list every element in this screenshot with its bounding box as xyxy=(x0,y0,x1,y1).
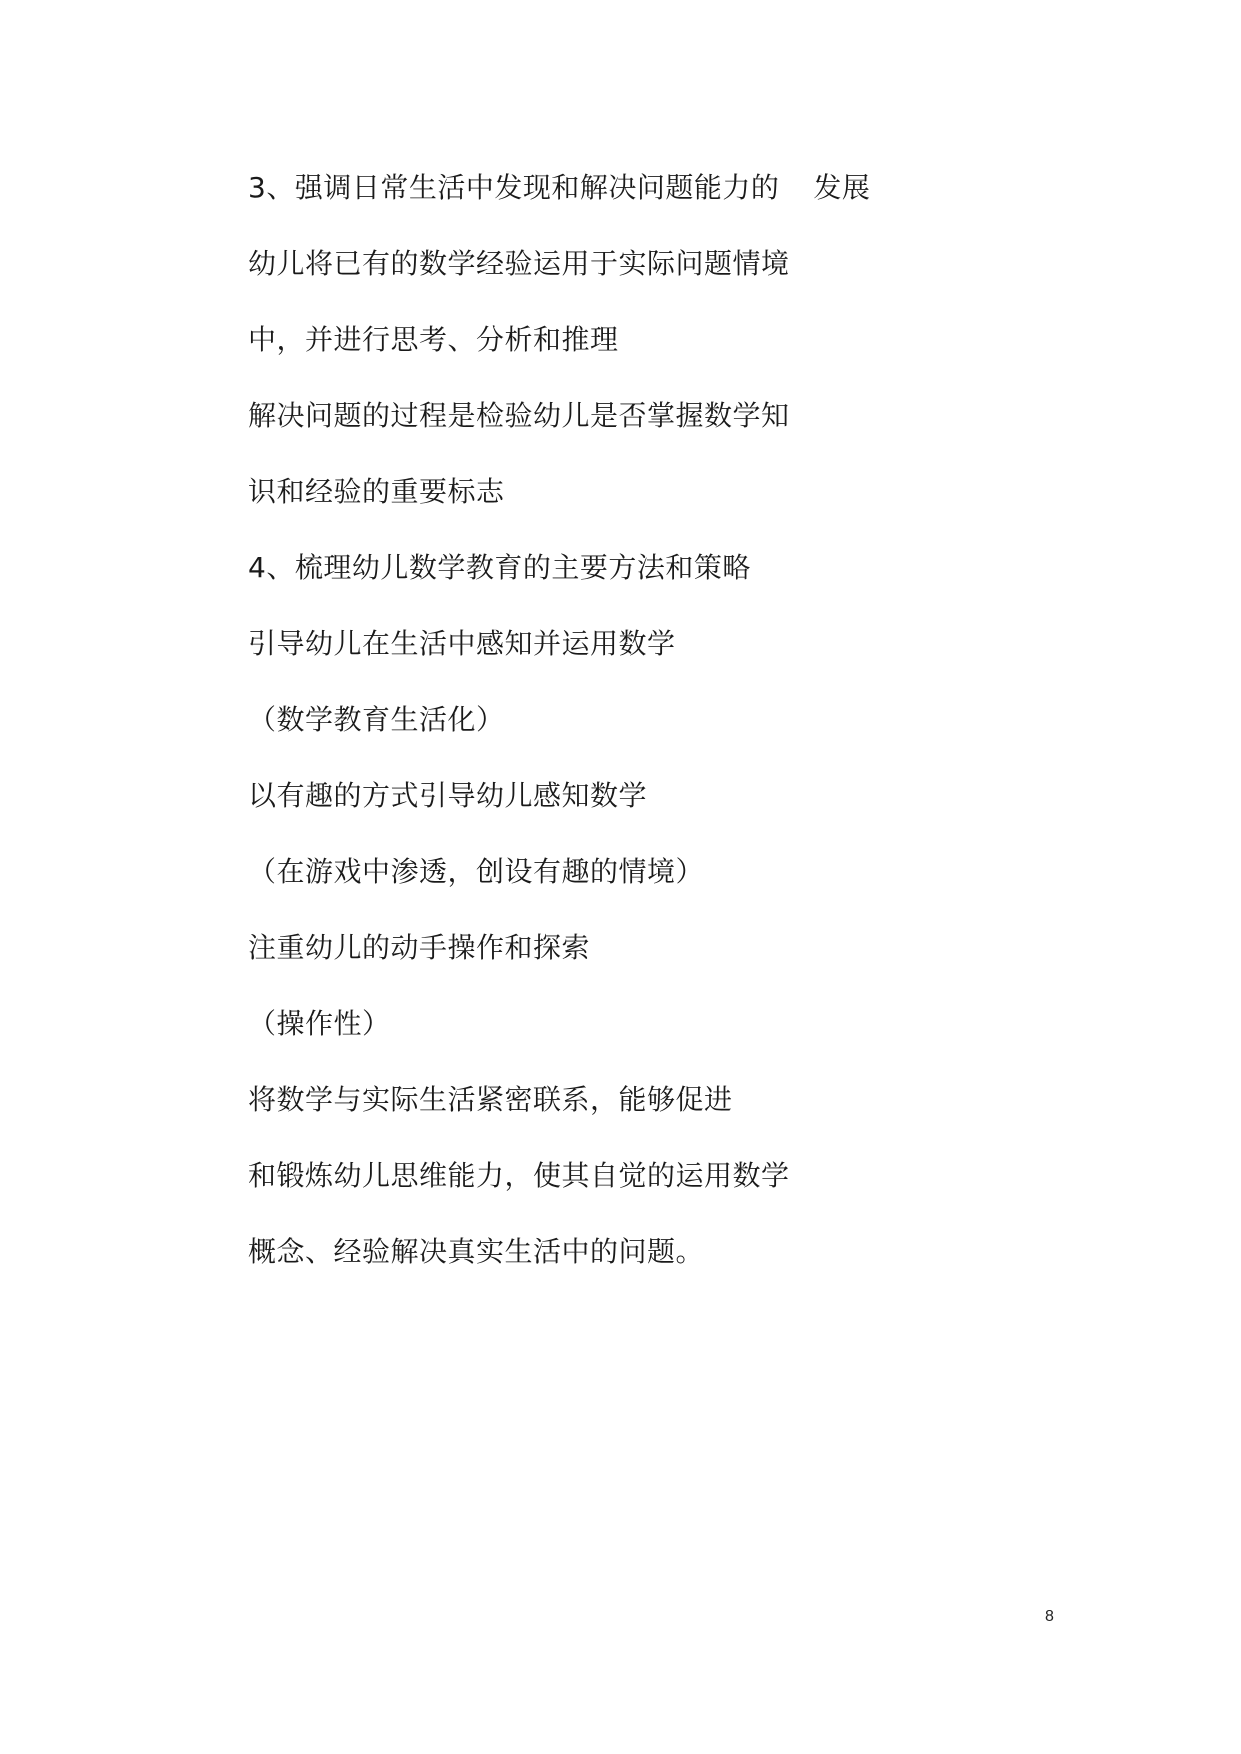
heading-3-text: 3、强调日常生活中发现和解决问题能力的 xyxy=(248,171,780,204)
paragraph-line: （在游戏中渗透，创设有趣的情境） xyxy=(248,855,705,888)
paragraph-line: 概念、经验解决真实生活中的问题。 xyxy=(248,1235,705,1268)
paragraph-line: （操作性） xyxy=(248,1007,391,1040)
page-number: 8 xyxy=(1045,1608,1054,1625)
paragraph-line: （数学教育生活化） xyxy=(248,703,505,736)
paragraph-line: 解决问题的过程是检验幼儿是否掌握数学知 xyxy=(248,399,790,432)
heading-3-tail: 发展 xyxy=(813,171,871,204)
paragraph-line: 将数学与实际生活紧密联系，能够促进 xyxy=(248,1083,733,1116)
paragraph-line: 以有趣的方式引导幼儿感知数学 xyxy=(248,779,648,812)
heading-3 xyxy=(248,150,1048,226)
heading-4: 4、梳理幼儿数学教育的主要方法和策略 xyxy=(248,551,751,584)
paragraph-line: 中，并进行思考、分析和推理 xyxy=(248,323,619,356)
paragraph-line: 和锻炼幼儿思维能力，使其自觉的运用数学 xyxy=(248,1159,790,1192)
paragraph-line: 识和经验的重要标志 xyxy=(248,475,505,508)
paragraph-line: 注重幼儿的动手操作和探索 xyxy=(248,931,591,964)
paragraph-line: 引导幼儿在生活中感知并运用数学 xyxy=(248,627,676,660)
paragraph-line: 幼儿将已有的数学经验运用于实际问题情境 xyxy=(248,247,790,280)
document-body xyxy=(248,150,1048,1290)
